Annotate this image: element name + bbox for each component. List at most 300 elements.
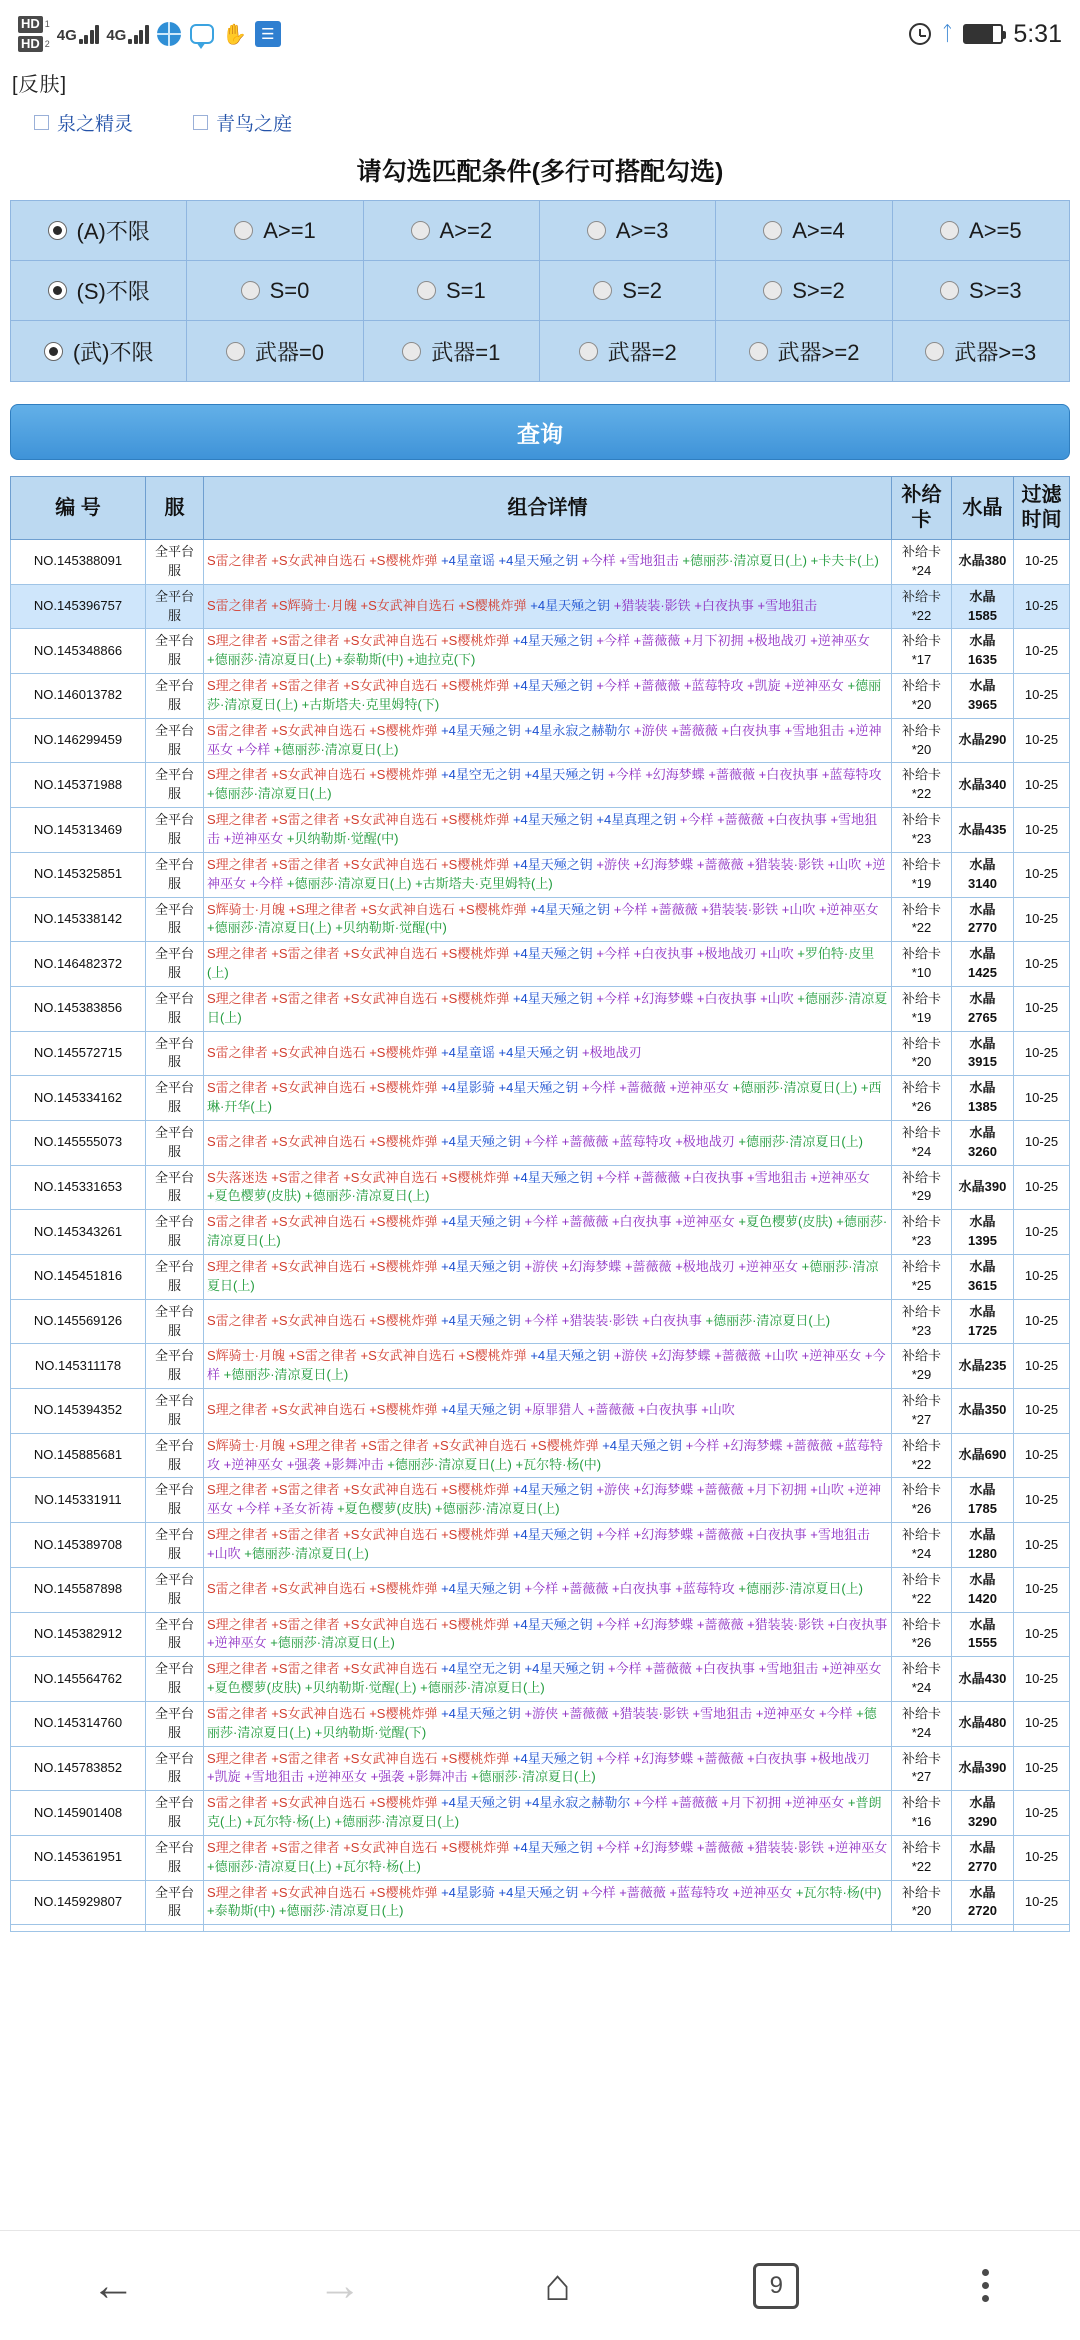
cell-detail: S理之律者 +S雷之律者 +S女武神自选石 +S樱桃炸弹 +4星天殛之钥 +今样 +白夜执事 +极地战刃 +山吹 +罗伯特·皮里(上) [204,942,892,987]
cell-supply: 补给卡 *22 [892,763,952,808]
table-row[interactable] [11,1612,1070,1657]
radio-weapon-eq2[interactable] [540,321,716,381]
cell-supply: 补给卡 *24 [892,1701,952,1746]
cell-id: NO.145396757 [11,584,146,629]
radio-dot-s0[interactable] [48,281,67,300]
cell-date: 10-25 [1014,808,1070,853]
cell-crystal: 水晶 1280 [952,1523,1014,1568]
cell-crystal: 水晶 3290 [952,1791,1014,1836]
cell-date: 10-25 [1014,1746,1070,1791]
cell-supply: 补给卡 *20 [892,718,952,763]
cell-server: 全平台服 [146,1791,204,1836]
cell-server: 全平台服 [146,1031,204,1076]
cell-detail: S雷之律者 +S女武神自选石 +S樱桃炸弹 +4星天殛之钥 +4星永寂之赫勒尔 +今样 +蔷薇薇 +月下初拥 +逆神巫女 +普朗克(上) +瓦尔特·杨(上) +德丽莎·清凉夏日(上) [204,1791,892,1836]
signal-bars-icon-1 [79,24,100,44]
cell-date: 10-25 [1014,540,1070,585]
checkbox-box-2[interactable] [193,115,208,130]
cell-id [11,1925,146,1932]
th-detail: 组合详情 [204,477,892,540]
cell-crystal: 水晶 1555 [952,1612,1014,1657]
cell-supply: 补给卡 *22 [892,584,952,629]
radio-s-eq2[interactable] [540,261,716,321]
cell-detail: S雷之律者 +S女武神自选石 +S樱桃炸弹 +4星天殛之钥 +今样 +猎装装·影铁 +白夜执事 +德丽莎·清凉夏日(上) [204,1299,892,1344]
radio-s-eq1[interactable] [364,261,540,321]
alarm-icon [909,23,931,45]
radio-dot-w4[interactable] [749,342,768,361]
radio-s-unlimited[interactable] [11,261,187,321]
radio-label-a2: A>=2 [439,217,493,243]
cell-detail: S辉骑士·月魄 +S理之律者 +S女武神自选石 +S樱桃炸弹 +4星天殛之钥 +今样 +蔷薇薇 +猎装装·影铁 +山吹 +逆神巫女 +德丽莎·清凉夏日(上) +贝纳勒斯·觉醒(中) [204,897,892,942]
table-row[interactable] [11,1567,1070,1612]
cell-detail: S辉骑士·月魄 +S雷之律者 +S女武神自选石 +S樱桃炸弹 +4星天殛之钥 +游侠 +幻海梦蝶 +蔷薇薇 +山吹 +逆神巫女 +今样 +德丽莎·清凉夏日(上) [204,1344,892,1389]
cell-date: 10-25 [1014,852,1070,897]
status-left-icons [18,16,281,52]
table-row[interactable] [11,1344,1070,1389]
cell-date: 10-25 [1014,1255,1070,1300]
radio-s-ge2[interactable] [716,261,892,321]
cell-supply: 补给卡 *26 [892,1076,952,1121]
cell-id: NO.145371988 [11,763,146,808]
cell-supply: 补给卡 *19 [892,986,952,1031]
cell-server: 全平台服 [146,1076,204,1121]
table-row[interactable] [11,1210,1070,1255]
cell-supply: 补给卡 *22 [892,897,952,942]
cell-detail [204,1925,892,1932]
radio-label-a5: A>=5 [969,217,1022,243]
th-date: 过滤时间 [1014,477,1070,540]
signal-bars-icon-2 [128,24,149,44]
cell-date: 10-25 [1014,1389,1070,1434]
table-row[interactable] [11,986,1070,1031]
bluetooth-icon: ᛏ [941,22,954,45]
cell-server: 全平台服 [146,1165,204,1210]
sim-number-1: 1 [44,19,50,30]
cell-supply: 补给卡 *20 [892,1031,952,1076]
radio-a-ge5[interactable] [893,201,1069,261]
browser-navbar [0,2230,1080,2340]
cell-server: 全平台服 [146,986,204,1031]
chat-icon [189,21,215,47]
cell-date: 10-25 [1014,1657,1070,1702]
cell-id: NO.145361951 [11,1835,146,1880]
cell-detail: S理之律者 +S雷之律者 +S女武神自选石 +S樱桃炸弹 +4星天殛之钥 +游侠 +幻海梦蝶 +蔷薇薇 +猎装装·影铁 +山吹 +逆神巫女 +今样 +德丽莎·清凉夏日(上) +古斯塔夫·克里姆特(上) [204,852,892,897]
cell-server: 全平台服 [146,763,204,808]
cell-crystal: 水晶 2720 [952,1880,1014,1925]
table-row[interactable] [11,1523,1070,1568]
radio-dot-a5[interactable] [940,221,959,240]
cell-id: NO.145901408 [11,1791,146,1836]
table-header-row [11,477,1070,540]
cell-detail: S理之律者 +S雷之律者 +S女武神自选石 +S樱桃炸弹 +4星天殛之钥 +今样 +幻海梦蝶 +蔷薇薇 +猎装装·影铁 +白夜执事 +逆神巫女 +德丽莎·清凉夏日(上) [204,1612,892,1657]
cell-crystal: 水晶 2770 [952,897,1014,942]
cell-server: 全平台服 [146,1344,204,1389]
cell-crystal: 水晶 3260 [952,1120,1014,1165]
checkbox-label-2: 青鸟之庭 [216,114,293,135]
radio-dot-s3[interactable] [593,281,612,300]
query-button[interactable]: 查询 [10,404,1070,460]
cell-id: NO.145394352 [11,1389,146,1434]
cell-crystal: 水晶 3915 [952,1031,1014,1076]
radio-a-ge4[interactable] [716,201,892,261]
cell-supply: 补给卡 *17 [892,629,952,674]
status-right-icons [909,20,1062,49]
cell-supply: 补给卡 *23 [892,1299,952,1344]
table-row[interactable] [11,763,1070,808]
cell-supply: 补给卡 *20 [892,1880,952,1925]
hd-label-2: HD [18,36,43,52]
cell-date: 10-25 [1014,1835,1070,1880]
globe-icon [156,21,182,47]
cell-id: NO.145783852 [11,1746,146,1791]
cell-server: 全平台服 [146,1299,204,1344]
radio-dot-w5[interactable] [925,342,944,361]
cell-id: NO.145331653 [11,1165,146,1210]
filter-radio-grid [10,200,1070,382]
blue-app-icon: ☰ [255,21,281,47]
signal-group-2 [106,24,149,44]
cell-detail: S雷之律者 +S辉骑士·月魄 +S女武神自选石 +S樱桃炸弹 +4星天殛之钥 +猎装装·影铁 +白夜执事 +雪地狙击 [204,584,892,629]
table-row[interactable] [11,540,1070,585]
table-row[interactable] [11,674,1070,719]
cell-id: NO.145348866 [11,629,146,674]
cell-supply: 补给卡 *16 [892,1791,952,1836]
cell-server: 全平台服 [146,540,204,585]
table-row[interactable] [11,1791,1070,1836]
cell-date: 10-25 [1014,1701,1070,1746]
cell-detail: S理之律者 +S女武神自选石 +S樱桃炸弹 +4星天殛之钥 +游侠 +幻海梦蝶 +蔷薇薇 +极地战刃 +逆神巫女 +德丽莎·清凉夏日(上) [204,1255,892,1300]
cell-id: NO.146013782 [11,674,146,719]
cell-supply: 补给卡 *27 [892,1746,952,1791]
cell-date: 10-25 [1014,1791,1070,1836]
table-row[interactable] [11,1389,1070,1434]
cell-detail: S理之律者 +S雷之律者 +S女武神自选石 +S樱桃炸弹 +4星天殛之钥 +游侠 +幻海梦蝶 +蔷薇薇 +月下初拥 +山吹 +逆神巫女 +今样 +圣女祈祷 +夏色樱萝(皮肤) +德丽莎·清凉夏日(上) [204,1478,892,1523]
cell-id: NO.146299459 [11,718,146,763]
checkbox-qingniaozhiting[interactable] [193,109,292,136]
network-type-2: 4G [106,27,127,44]
cell-date: 10-25 [1014,1299,1070,1344]
cell-server: 全平台服 [146,1567,204,1612]
cell-crystal: 水晶380 [952,540,1014,585]
checkbox-quanzhijingling[interactable] [34,109,133,136]
table-row[interactable] [11,1701,1070,1746]
radio-s-ge3[interactable] [893,261,1069,321]
cell-id: NO.145885681 [11,1433,146,1478]
radio-label-w0: (武)不限 [72,339,154,365]
cell-date: 10-25 [1014,1523,1070,1568]
cell-date: 10-25 [1014,986,1070,1031]
cell-server: 全平台服 [146,674,204,719]
table-row[interactable] [11,718,1070,763]
radio-weapon-eq1[interactable] [364,321,540,381]
cell-crystal: 水晶390 [952,1165,1014,1210]
th-supply: 补给卡 [892,477,952,540]
cell-supply: 补给卡 *24 [892,1657,952,1702]
table-row[interactable] [11,1478,1070,1523]
cell-date: 10-25 [1014,674,1070,719]
cell-detail: S雷之律者 +S女武神自选石 +S樱桃炸弹 +4星天殛之钥 +今样 +蔷薇薇 +蓝莓特攻 +极地战刃 +德丽莎·清凉夏日(上) [204,1120,892,1165]
cell-date: 10-25 [1014,629,1070,674]
cell-detail: S雷之律者 +S女武神自选石 +S樱桃炸弹 +4星天殛之钥 +游侠 +蔷薇薇 +猎装装·影铁 +雪地狙击 +逆神巫女 +今样 +德丽莎·清凉夏日(上) +贝纳勒斯·觉醒(下) [204,1701,892,1746]
cell-server: 全平台服 [146,1389,204,1434]
radio-dot-s1[interactable] [241,281,260,300]
hd-label-1: HD [18,16,43,32]
cell-detail: S理之律者 +S雷之律者 +S女武神自选石 +S樱桃炸弹 +4星天殛之钥 +4星真理之钥 +今样 +蔷薇薇 +白夜执事 +雪地狙击 +逆神巫女 +贝纳勒斯·觉醒(中) [204,808,892,853]
table-row[interactable] [11,1031,1070,1076]
back-arrow-icon[interactable]: ← [91,2260,136,2310]
cell-crystal: 水晶 2765 [952,986,1014,1031]
radio-label-a3: A>=3 [615,217,669,243]
signal-group-1 [57,24,100,44]
cell-server: 全平台服 [146,808,204,853]
radio-label-s3: S=2 [622,277,663,303]
cell-crystal: 水晶 1585 [952,584,1014,629]
radio-label-w1: 武器=0 [254,339,325,365]
cell-id: NO.145311178 [11,1344,146,1389]
th-id: 编 号 [11,477,146,540]
radio-a-unlimited[interactable] [11,201,187,261]
cell-id: NO.145572715 [11,1031,146,1076]
radio-dot-a2[interactable] [411,221,430,240]
th-server: 服 [146,477,204,540]
cell-date: 10-25 [1014,584,1070,629]
cell-crystal: 水晶235 [952,1344,1014,1389]
radio-label-a0: (A)不限 [76,219,150,244]
radio-s-eq0[interactable] [187,261,363,321]
cell-supply: 补给卡 *29 [892,1165,952,1210]
radio-label-w4: 武器>=2 [777,339,860,365]
cell-crystal: 水晶 1395 [952,1210,1014,1255]
radio-a-ge2[interactable] [364,201,540,261]
table-row[interactable] [11,1657,1070,1702]
cell-detail: S理之律者 +S雷之律者 +S女武神自选石 +S樱桃炸弹 +4星天殛之钥 +今样 +幻海梦蝶 +蔷薇薇 +白夜执事 +雪地狙击 +山吹 +德丽莎·清凉夏日(上) [204,1523,892,1568]
cell-server: 全平台服 [146,1835,204,1880]
tabs-button[interactable]: 9 [753,2263,799,2309]
table-row-partial[interactable] [11,1925,1070,1932]
cell-supply: 补给卡 *22 [892,1567,952,1612]
cell-date: 10-25 [1014,1433,1070,1478]
radio-label-s0: (S)不限 [76,279,150,304]
radio-dot-a3[interactable] [587,221,606,240]
cell-supply [892,1925,952,1932]
cell-crystal: 水晶 1425 [952,942,1014,987]
cell-id: NO.145929807 [11,1880,146,1925]
radio-dot-s5[interactable] [940,281,959,300]
cell-id: NO.145382912 [11,1612,146,1657]
cell-date: 10-25 [1014,897,1070,942]
cell-server: 全平台服 [146,1880,204,1925]
cell-date: 10-25 [1014,763,1070,808]
table-row[interactable] [11,1746,1070,1791]
cell-detail: S理之律者 +S雷之律者 +S女武神自选石 +S樱桃炸弹 +4星天殛之钥 +今样 +幻海梦蝶 +蔷薇薇 +猎装装·影铁 +逆神巫女 +德丽莎·清凉夏日(上) +瓦尔特·杨(上) [204,1835,892,1880]
cell-server: 全平台服 [146,629,204,674]
cell-supply: 补给卡 *10 [892,942,952,987]
table-row[interactable] [11,1299,1070,1344]
battery-icon [963,24,1003,44]
cell-detail: S理之律者 +S女武神自选石 +S樱桃炸弹 +4星空无之钥 +4星天殛之钥 +今样 +幻海梦蝶 +蔷薇薇 +白夜执事 +蓝莓特攻 +德丽莎·清凉夏日(上) [204,763,892,808]
result-table-scroll[interactable] [10,476,1070,1919]
cell-supply: 补给卡 *23 [892,1210,952,1255]
radio-dot-a4[interactable] [763,221,782,240]
cell-crystal: 水晶 1385 [952,1076,1014,1121]
cell-server: 全平台服 [146,1478,204,1523]
cell-crystal: 水晶 1725 [952,1299,1014,1344]
cell-server: 全平台服 [146,1701,204,1746]
radio-weapon-eq0[interactable] [187,321,363,381]
cell-crystal: 水晶 2770 [952,1835,1014,1880]
cell-detail: S理之律者 +S女武神自选石 +S樱桃炸弹 +4星影骑 +4星天殛之钥 +今样 +蔷薇薇 +蓝莓特攻 +逆神巫女 +瓦尔特·杨(中) +泰勒斯(中) +德丽莎·清凉夏日(上) [204,1880,892,1925]
forward-arrow-icon[interactable]: → [317,2260,362,2310]
cell-date: 10-25 [1014,1567,1070,1612]
cell-detail: S失落迷迭 +S雷之律者 +S女武神自选石 +S樱桃炸弹 +4星天殛之钥 +今样 +蔷薇薇 +白夜执事 +雪地狙击 +逆神巫女 +夏色樱萝(皮肤) +德丽莎·清凉夏日(上) [204,1165,892,1210]
cell-detail: S雷之律者 +S女武神自选石 +S樱桃炸弹 +4星童谣 +4星天殛之钥 +今样 +雪地狙击 +德丽莎·清凉夏日(上) +卡夫卡(上) [204,540,892,585]
radio-dot-w1[interactable] [226,342,245,361]
cell-detail: S理之律者 +S女武神自选石 +S樱桃炸弹 +4星天殛之钥 +原罪猎人 +蔷薇薇 +白夜执事 +山吹 [204,1389,892,1434]
radio-dot-a1[interactable] [234,221,253,240]
cell-server: 全平台服 [146,718,204,763]
cell-supply: 补给卡 *23 [892,808,952,853]
cell-id: NO.145451816 [11,1255,146,1300]
more-menu-icon[interactable] [982,2269,989,2302]
radio-a-ge1[interactable] [187,201,363,261]
cell-detail: S雷之律者 +S女武神自选石 +S樱桃炸弹 +4星影骑 +4星天殛之钥 +今样 +蔷薇薇 +逆神巫女 +德丽莎·清凉夏日(上) +西琳·幵华(上) [204,1076,892,1121]
cell-supply: 补给卡 *26 [892,1478,952,1523]
cell-supply: 补给卡 *24 [892,1523,952,1568]
cell-date: 10-25 [1014,942,1070,987]
cell-supply: 补给卡 *22 [892,1835,952,1880]
cell-id: NO.145389708 [11,1523,146,1568]
cell-crystal: 水晶 1635 [952,629,1014,674]
sim-number-2: 2 [44,38,50,49]
table-row[interactable] [11,942,1070,987]
cell-detail: S辉骑士·月魄 +S理之律者 +S雷之律者 +S女武神自选石 +S樱桃炸弹 +4星天殛之钥 +今样 +幻海梦蝶 +蔷薇薇 +蓝莓特攻 +逆神巫女 +强袭 +影舞冲击 +德丽莎·清凉夏日(上) +瓦尔特·杨(中) [204,1433,892,1478]
radio-dot-s4[interactable] [763,281,782,300]
cell-supply: 补给卡 *20 [892,674,952,719]
table-row[interactable] [11,852,1070,897]
table-row[interactable] [11,1433,1070,1478]
cell-supply: 补给卡 *22 [892,1433,952,1478]
table-row[interactable] [11,1880,1070,1925]
radio-a-ge3[interactable] [540,201,716,261]
cell-server: 全平台服 [146,1255,204,1300]
table-row[interactable] [11,1076,1070,1121]
status-time: 5:31 [1013,19,1062,48]
cell-date: 10-25 [1014,1880,1070,1925]
hd-badge-sim2 [18,36,50,52]
cell-id: NO.145383856 [11,986,146,1031]
cell-server: 全平台服 [146,584,204,629]
radio-weapon-unlimited[interactable] [11,321,187,381]
cell-date: 10-25 [1014,1165,1070,1210]
cell-id: NO.145587898 [11,1567,146,1612]
cell-supply: 补给卡 *27 [892,1389,952,1434]
cell-id: NO.145569126 [11,1299,146,1344]
cell-crystal: 水晶 3615 [952,1255,1014,1300]
filter-checkbox-row [10,101,1070,142]
cell-date: 10-25 [1014,1120,1070,1165]
cell-server: 全平台服 [146,1120,204,1165]
page-content [0,68,1080,1919]
cell-crystal: 水晶350 [952,1389,1014,1434]
cell-id: NO.145325851 [11,852,146,897]
table-row[interactable] [11,808,1070,853]
cell-detail: S雷之律者 +S女武神自选石 +S樱桃炸弹 +4星天殛之钥 +4星永寂之赫勒尔 +游侠 +蔷薇薇 +白夜执事 +雪地狙击 +逆神巫女 +今样 +德丽莎·清凉夏日(上) [204,718,892,763]
cell-crystal: 水晶 3965 [952,674,1014,719]
cell-server: 全平台服 [146,1433,204,1478]
radio-label-s4: S>=2 [792,277,845,303]
cell-crystal: 水晶340 [952,763,1014,808]
hd-badge-sim1 [18,16,50,32]
radio-label-w2: 武器=1 [431,339,501,365]
th-crystal: 水晶 [952,477,1014,540]
radio-dot-s2[interactable] [417,281,436,300]
cell-id: NO.145388091 [11,540,146,585]
cell-server: 全平台服 [146,1612,204,1657]
radio-label-a1: A>=1 [263,217,316,243]
radio-dot-a0[interactable] [48,221,67,240]
table-row[interactable] [11,1165,1070,1210]
cell-crystal [952,1925,1014,1932]
cell-date: 10-25 [1014,1612,1070,1657]
radio-dot-w2[interactable] [402,342,421,361]
cell-detail: S理之律者 +S雷之律者 +S女武神自选石 +S樱桃炸弹 +4星天殛之钥 +今样 +蔷薇薇 +蓝莓特攻 +凯旋 +逆神巫女 +德丽莎·清凉夏日(上) +古斯塔夫·克里姆特(下) [204,674,892,719]
cell-crystal: 水晶390 [952,1746,1014,1791]
hand-icon: ✋ [222,23,248,46]
radio-label-w5: 武器>=3 [954,339,1037,365]
cell-supply: 补给卡 *26 [892,1612,952,1657]
cell-server [146,1925,204,1932]
checkbox-box-1[interactable] [34,115,49,130]
cell-detail: S理之律者 +S雷之律者 +S女武神自选石 +S樱桃炸弹 +4星天殛之钥 +今样 +蔷薇薇 +月下初拥 +极地战刃 +逆神巫女 +德丽莎·清凉夏日(上) +泰勒斯(中) +迪拉克(下) [204,629,892,674]
cell-server: 全平台服 [146,1523,204,1568]
cell-date: 10-25 [1014,1344,1070,1389]
cell-server: 全平台服 [146,1746,204,1791]
cell-date: 10-25 [1014,718,1070,763]
cell-date [1014,1925,1070,1932]
cell-supply: 补给卡 *24 [892,540,952,585]
network-type-1: 4G [56,27,77,44]
cell-crystal: 水晶690 [952,1433,1014,1478]
table-row[interactable] [11,897,1070,942]
radio-dot-w0[interactable] [44,342,63,361]
table-row[interactable] [11,1255,1070,1300]
table-row[interactable] [11,629,1070,674]
hd-indicator-group [18,16,50,52]
cell-server: 全平台服 [146,1657,204,1702]
table-row[interactable] [11,1835,1070,1880]
table-row[interactable] [11,1120,1070,1165]
home-icon[interactable]: ⌂ [544,2260,571,2310]
cell-crystal: 水晶435 [952,808,1014,853]
radio-dot-w3[interactable] [579,342,598,361]
cell-supply: 补给卡 *19 [892,852,952,897]
radio-label-a4: A>=4 [792,217,845,243]
page-title: 请勾选匹配条件(多行可搭配勾选) [356,158,724,186]
cell-detail: S雷之律者 +S女武神自选石 +S樱桃炸弹 +4星天殛之钥 +今样 +蔷薇薇 +白夜执事 +逆神巫女 +夏色樱萝(皮肤) +德丽莎·清凉夏日(上) [204,1210,892,1255]
result-table [10,476,1070,1932]
cell-id: NO.145343261 [11,1210,146,1255]
radio-weapon-ge3[interactable] [893,321,1069,381]
cell-crystal: 水晶430 [952,1657,1014,1702]
radio-label-s2: S=1 [445,277,486,303]
cell-id: NO.145555073 [11,1120,146,1165]
cell-date: 10-25 [1014,1031,1070,1076]
cell-crystal: 水晶 1420 [952,1567,1014,1612]
cell-server: 全平台服 [146,942,204,987]
radio-weapon-ge2[interactable] [716,321,892,381]
table-body [11,540,1070,1932]
cell-id: NO.145314760 [11,1701,146,1746]
table-row[interactable] [11,584,1070,629]
